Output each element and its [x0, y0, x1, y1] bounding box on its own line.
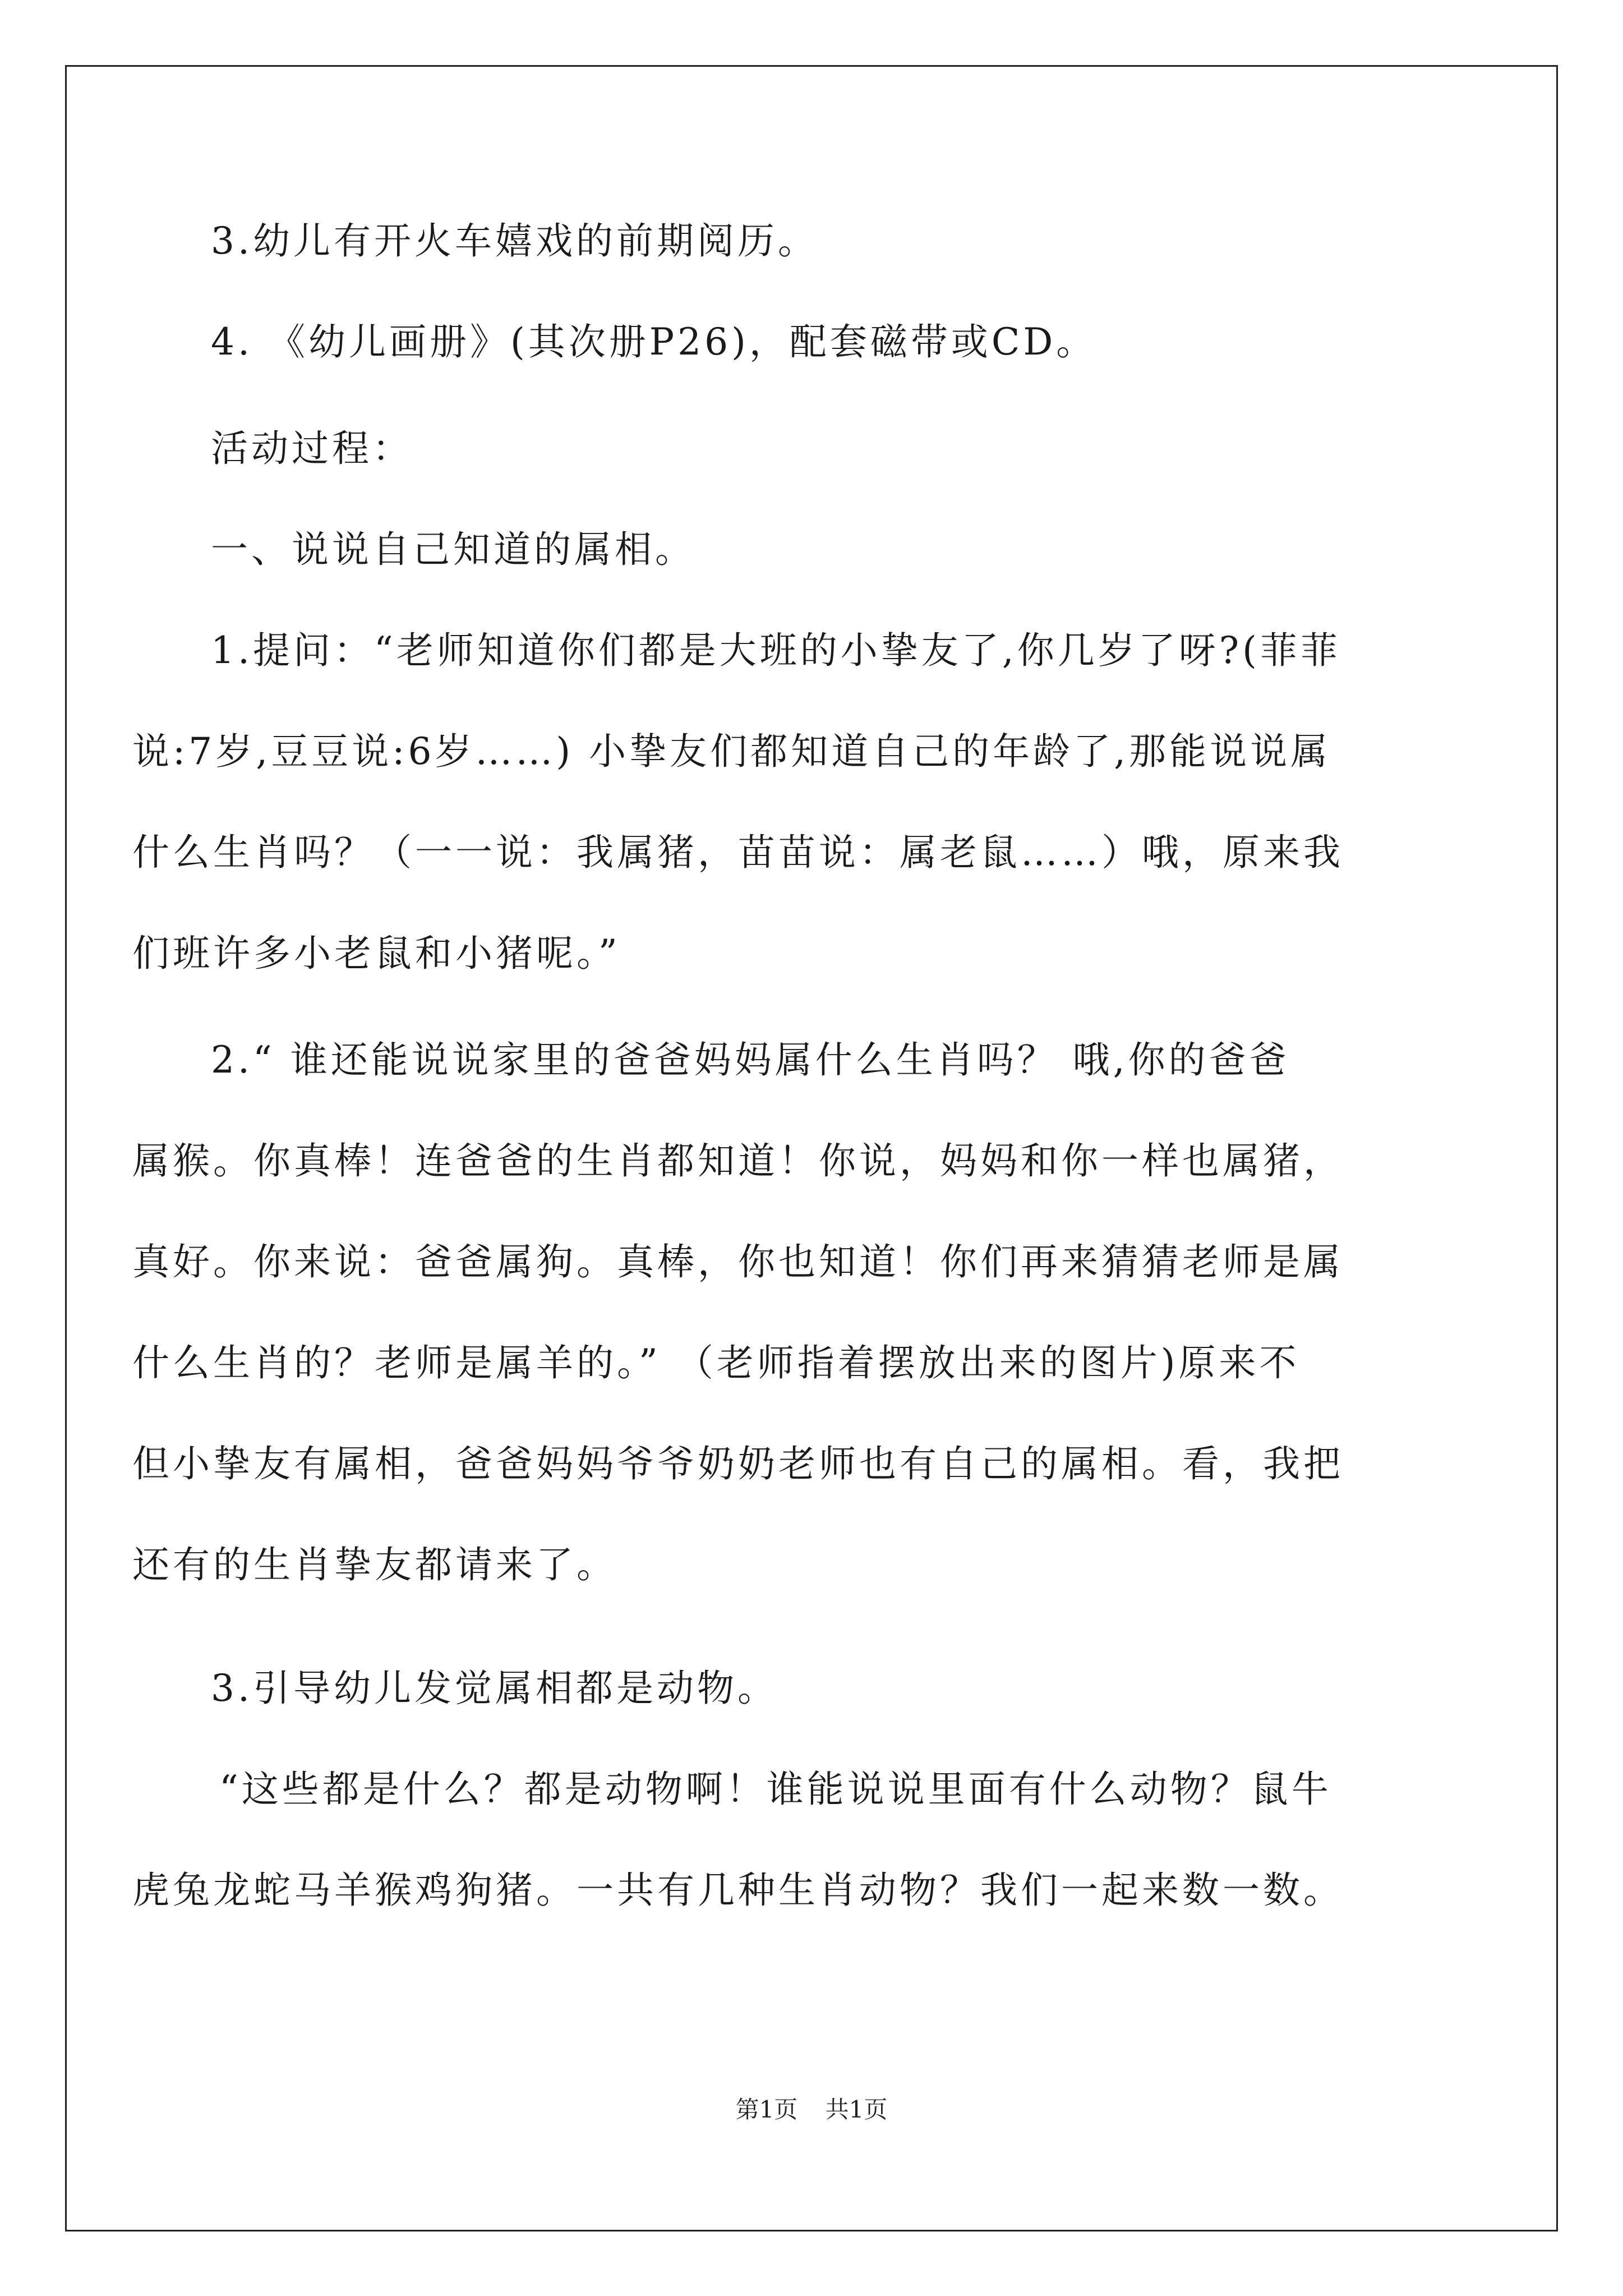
text-line: 4. 《幼儿画册》(其次册P26)，配套磁带或CD。 [211, 320, 1097, 364]
text-line: 什么生肖的？老师是属羊的。” （老师指着摆放出来的图片)原来不 [132, 1341, 1300, 1384]
paragraph-1 [132, 191, 1439, 292]
text-line: 真好。你来说：爸爸属狗。真棒，你也知道！你们再来猜猜老师是属 [132, 1240, 1344, 1283]
paragraph-animals [132, 1739, 1439, 1941]
text-line: 属猴。你真棒！连爸爸的生肖都知道！你说，妈妈和你一样也属猪， [132, 1139, 1344, 1182]
paragraph-guide [132, 1638, 1439, 1739]
page-footer [0, 2091, 1623, 2125]
text-line: 虎兔龙蛇马羊猴鸡狗猪。一共有几种生肖动物？我们一起来数一数。 [132, 1869, 1344, 1912]
paragraph-question-1 [132, 600, 1439, 1004]
text-line: 但小挚友有属相，爸爸妈妈爷爷奶奶老师也有自己的属相。看，我把 [132, 1442, 1344, 1485]
text-line: 们班许多小老鼠和小猪呢。” [132, 932, 621, 975]
text-line: 一、说说自己知道的属相。 [211, 528, 695, 571]
text-line: 什么生肖吗？（一一说：我属猪，苗苗说：属老鼠……）哦，原来我 [132, 831, 1344, 874]
section-heading [132, 398, 1439, 499]
text-line: “这些都是什么？都是动物啊！谁能说说里面有什么动物？鼠牛 [219, 1768, 1332, 1811]
subsection-heading [132, 499, 1439, 600]
text-line: 3.引导幼儿发觉属相都是动物。 [211, 1667, 778, 1710]
text-line: 还有的生肖挚友都请来了。 [132, 1543, 617, 1586]
page-number: 第1页 [735, 2096, 798, 2123]
paragraph-2 [132, 292, 1439, 393]
text-line: 说:7岁,豆豆说:6岁……) 小挚友们都知道自己的年龄了,那能说说属 [132, 730, 1331, 773]
text-line: 3.幼儿有开火车嬉戏的前期阅历。 [211, 219, 818, 263]
text-line: 1.提问：“老师知道你们都是大班的小挚友了,你几岁了呀?(菲菲 [211, 629, 1341, 672]
page-total: 共1页 [825, 2096, 888, 2123]
paragraph-question-2 [132, 1010, 1439, 1616]
text-line: 2.“ 谁还能说说家里的爸爸妈妈属什么生肖吗？ 哦,你的爸爸 [211, 1038, 1290, 1082]
text-line: 活动过程： [211, 427, 413, 470]
